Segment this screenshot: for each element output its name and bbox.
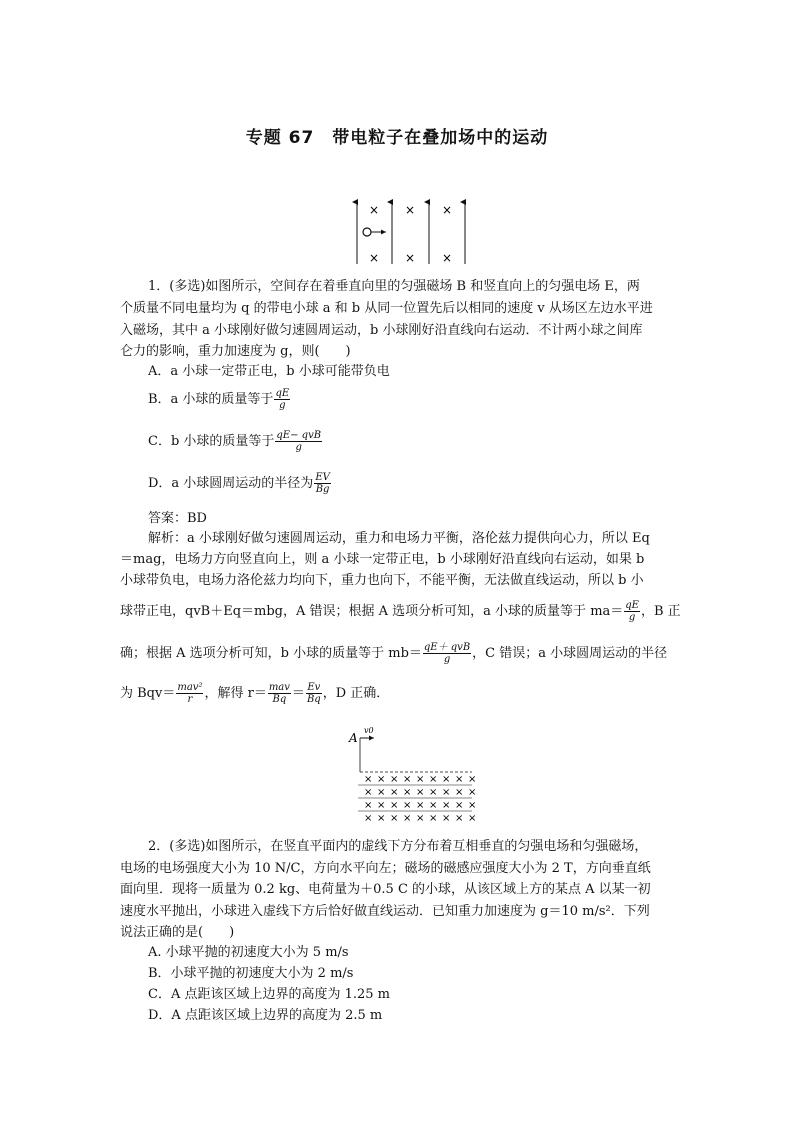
q2-option-c: C．A 点距该区域上边界的高度为 1.25 m: [148, 987, 391, 1002]
cross-mark: ×: [403, 800, 412, 811]
cross-mark: ×: [377, 787, 386, 798]
cross-mark: ×: [390, 800, 399, 811]
cross-mark: ×: [416, 787, 425, 798]
cross-mark: ×: [416, 774, 425, 785]
cross-mark: ×: [377, 774, 386, 785]
cross-mark: ×: [455, 800, 464, 811]
cross-mark: ×: [416, 813, 425, 824]
q1-option-c: C．b 小球的质量等于 $\frac{\text{qE− qvB}}{g}$: [148, 430, 322, 453]
q2-option-d: D．A 点距该区域上边界的高度为 2.5 m: [148, 1008, 383, 1023]
q1-analysis-line: ＝mag，电场力方向竖直向上，则 a 小球一定带正电，b 小球刚好沿直线向右运动，如果 b: [120, 552, 645, 567]
cross-mark: ×: [468, 774, 477, 785]
q2-option-b: B．小球平抛的初速度大小为 2 m/s: [148, 966, 354, 981]
q1-option-a: A．a 小球一定带正电，b 小球可能带负电: [148, 364, 390, 379]
ball: [363, 228, 371, 236]
cross-mark: ×: [364, 787, 373, 798]
q1-answer: 答案：BD: [148, 511, 207, 526]
cross-mark: ×: [368, 251, 380, 265]
page-title: 专题 67 带电粒子在叠加场中的运动: [245, 128, 549, 148]
cross-mark: ×: [442, 800, 451, 811]
q1-analysis-line: 小球带负电，电场力洛伦兹力均向下，重力也向下，不能平衡，无法做直线运动，所以 b 小: [120, 573, 644, 588]
cross-mark: ×: [455, 813, 464, 824]
cross-mark: ×: [429, 813, 438, 824]
q1-analysis-line: 确；根据 A 选项分析可知，b 小球的质量等于 mb＝ $\frac{\text{qE＋ qvB}}{g}$ ，C 错误；a 小球圆周运动的半径: [120, 642, 668, 665]
cross-mark: ×: [429, 774, 438, 785]
q1-stem-line: 1．(多选)如图所示，空间存在着垂直向里的匀强磁场 B 和竖直向上的匀强电场 E，两: [148, 279, 640, 294]
cross-mark: ×: [403, 774, 412, 785]
cross-mark: ×: [455, 774, 464, 785]
q2-stem-line: 2．(多选)如图所示，在竖直平面内的虚线下方分布着互相垂直的匀强电场和匀强磁场，: [148, 839, 648, 854]
cross-mark: ×: [404, 251, 416, 265]
cross-mark: ×: [377, 800, 386, 811]
cross-mark: ×: [442, 774, 451, 785]
cross-mark: ×: [390, 813, 399, 824]
cross-mark: ×: [364, 774, 373, 785]
figure-1-field-diagram: [352, 198, 472, 266]
q1-option-b: B．a 小球的质量等于 $\frac{qE}{g}$: [148, 388, 290, 411]
cross-mark: ×: [455, 787, 464, 798]
q2-option-a: A. 小球平抛的初速度大小为 5 m/s: [148, 945, 349, 960]
cross-mark: ×: [442, 813, 451, 824]
cross-mark: ×: [364, 800, 373, 811]
cross-mark: ×: [468, 787, 477, 798]
cross-mark: ×: [404, 203, 416, 217]
cross-mark: ×: [368, 203, 380, 217]
cross-mark: ×: [441, 251, 453, 265]
cross-mark: ×: [377, 813, 386, 824]
figure-2-field-region: [344, 724, 480, 830]
cross-mark: ×: [468, 813, 477, 824]
cross-mark: ×: [429, 800, 438, 811]
q1-analysis-line: 解析：a 小球刚好做匀速圆周运动，重力和电场力平衡，洛伦兹力提供向心力，所以 Eq: [148, 531, 650, 546]
cross-mark: ×: [390, 787, 399, 798]
cross-mark: ×: [403, 813, 412, 824]
v0-label: v0: [364, 726, 374, 735]
q1-stem-line: 入磁场，其中 a 小球刚好做匀速圆周运动，b 小球刚好沿直线向右运动．不计两小球之间库: [120, 323, 643, 338]
q1-analysis-line: 为 Bqv＝ $\frac{\text{mav²}}{r}$ ，解得 r＝ $\frac{\text{mav}}{Bq}$ ＝ $\frac{Ev}{Bq}$ ，D 正确．: [120, 682, 390, 705]
cross-mark: ×: [441, 203, 453, 217]
q2-stem-line: 说法正确的是( ): [120, 925, 235, 940]
q1-analysis-line: 球带正电，qvB＋Eq＝mbg，A 错误；根据 A 选项分析可知，a 小球的质量等于 ma＝ $\frac{qE}{g}$ ，B 正: [120, 600, 681, 623]
cross-mark: ×: [390, 774, 399, 785]
q2-stem-line: 速度水平抛出，小球进入虚线下方后恰好做直线运动．已知重力加速度为 g＝10 m/s²．下列: [120, 904, 650, 919]
cross-mark: ×: [429, 787, 438, 798]
cross-mark: ×: [468, 800, 477, 811]
q2-stem-line: 面向里．现将一质量为 0.2 kg、电荷量为＋0.5 C 的小球，从该区域上方的某点 A 以某一初: [120, 882, 651, 897]
cross-grid: [364, 774, 476, 824]
q1-option-d: D．a 小球圆周运动的半径为 $\frac{EV}{Bg}$: [148, 472, 330, 495]
cross-mark: ×: [442, 787, 451, 798]
point-a-label: A: [349, 731, 358, 745]
cross-mark: ×: [403, 787, 412, 798]
q1-stem-line: 个质量不同电量均为 q 的带电小球 a 和 b 从同一位置先后以相同的速度 v 从场区左边水平进: [120, 301, 653, 316]
cross-mark: ×: [416, 800, 425, 811]
cross-mark: ×: [364, 813, 373, 824]
q1-stem-line: 仑力的影响，重力加速度为 g，则( ): [120, 344, 351, 359]
q2-stem-line: 电场的电场强度大小为 10 N/C，方向水平向左；磁场的磁感应强度大小为 2 T，方向垂直纸: [120, 861, 651, 876]
